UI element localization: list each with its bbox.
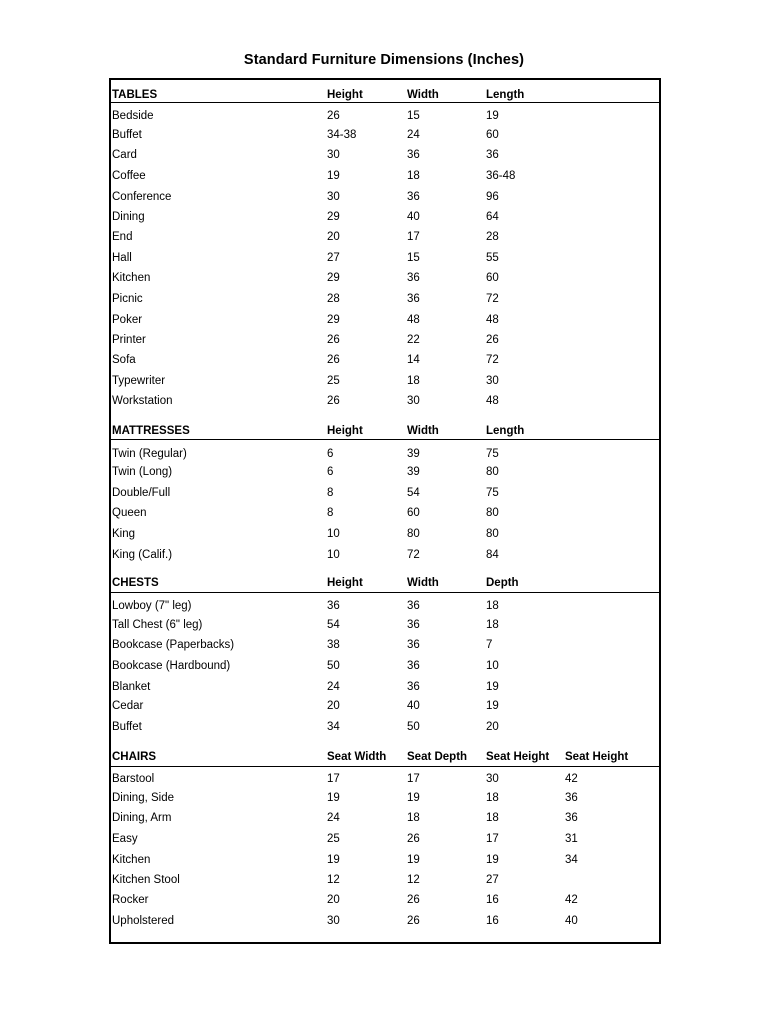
table-row [111, 484, 659, 502]
table-row [111, 188, 659, 206]
dimension-value: 6 [327, 448, 334, 460]
dimension-value: 60 [486, 272, 499, 284]
mattresses-column-header: Width [407, 425, 439, 437]
table-row [111, 372, 659, 390]
table-row [111, 851, 659, 869]
dimension-value: 26 [327, 395, 340, 407]
table-row [111, 146, 659, 164]
item-name: Easy [112, 833, 138, 845]
dimension-value: 36 [407, 619, 420, 631]
dimension-value: 26 [407, 894, 420, 906]
dimension-value: 80 [407, 528, 420, 540]
dimension-value: 26 [407, 833, 420, 845]
item-name: Bookcase (Paperbacks) [112, 639, 235, 651]
item-name: King [112, 528, 136, 540]
item-name: Picnic [112, 293, 143, 305]
dimension-value: 55 [486, 252, 499, 264]
dimension-value: 19 [407, 854, 420, 866]
table-row [111, 167, 659, 185]
dimension-value: 19 [486, 110, 499, 122]
page-title: Standard Furniture Dimensions (Inches) [243, 52, 525, 68]
dimension-value: 36 [407, 293, 420, 305]
dimension-value: 16 [486, 894, 499, 906]
dimension-value: 36-48 [486, 170, 516, 182]
dimension-value: 20 [327, 231, 340, 243]
table-row [111, 445, 659, 463]
dimension-value: 34 [565, 854, 578, 866]
dimension-value: 8 [327, 487, 334, 499]
chests-column-header: Depth [486, 577, 519, 589]
dimension-value: 40 [407, 700, 420, 712]
item-name: Twin (Long) [112, 466, 173, 478]
dimension-value: 10 [486, 660, 499, 672]
table-row [111, 597, 659, 615]
item-name: Bookcase (Hardbound) [112, 660, 231, 672]
dimension-value: 26 [327, 334, 340, 346]
dimension-value: 15 [407, 110, 420, 122]
item-name: Workstation [112, 395, 173, 407]
dimension-value: 36 [407, 660, 420, 672]
dimension-value: 25 [327, 375, 340, 387]
dimension-value: 19 [407, 792, 420, 804]
dimension-value: 30 [486, 375, 499, 387]
dimension-value: 28 [486, 231, 499, 243]
item-name: Kitchen [112, 854, 151, 866]
item-name: Bedside [112, 110, 154, 122]
dimension-value: 84 [486, 549, 499, 561]
dimension-value: 12 [407, 874, 420, 886]
dimension-value: 64 [486, 211, 499, 223]
dimension-value: 18 [407, 812, 420, 824]
dimension-value: 36 [407, 681, 420, 693]
dimension-value: 36 [407, 639, 420, 651]
dimension-value: 39 [407, 448, 420, 460]
tables-column-header: Height [327, 89, 363, 101]
dimension-value: 36 [407, 149, 420, 161]
dimension-value: 17 [407, 773, 420, 785]
table-row [111, 871, 659, 889]
dimension-value: 29 [327, 314, 340, 326]
dimensions-table [109, 78, 661, 944]
chairs-divider [111, 766, 659, 767]
tables-column-header: Width [407, 89, 439, 101]
dimension-value: 10 [327, 528, 340, 540]
dimension-value: 80 [486, 507, 499, 519]
dimension-value: 36 [327, 600, 340, 612]
chairs-column-header: Seat Height [486, 751, 550, 763]
table-row [111, 351, 659, 369]
table-row [111, 912, 659, 930]
chests-header-row [111, 574, 659, 592]
item-name: Dining, Arm [112, 812, 172, 824]
dimension-value: 17 [327, 773, 340, 785]
dimension-value: 7 [486, 639, 493, 651]
dimension-value: 6 [327, 466, 334, 478]
table-row [111, 311, 659, 329]
table-row [111, 290, 659, 308]
item-name: Buffet [112, 129, 142, 141]
dimension-value: 22 [407, 334, 420, 346]
item-name: Kitchen [112, 272, 151, 284]
dimension-value: 19 [327, 792, 340, 804]
table-row [111, 657, 659, 675]
dimension-value: 29 [327, 272, 340, 284]
chests-section-title: CHESTS [112, 577, 159, 589]
dimension-value: 36 [407, 600, 420, 612]
chests-column-header: Height [327, 577, 363, 589]
mattresses-section-title: MATTRESSES [112, 425, 190, 437]
dimension-value: 50 [327, 660, 340, 672]
item-name: Dining, Side [112, 792, 175, 804]
item-name: Hall [112, 252, 132, 264]
chests-column-header: Width [407, 577, 439, 589]
dimension-value: 36 [565, 792, 578, 804]
dimension-value: 17 [486, 833, 499, 845]
chairs-section-title: CHAIRS [112, 751, 157, 763]
dimension-value: 39 [407, 466, 420, 478]
chairs-header-row [111, 748, 659, 766]
table-row [111, 770, 659, 788]
table-row [111, 636, 659, 654]
dimension-value: 29 [327, 211, 340, 223]
tables-section-title: TABLES [112, 89, 158, 101]
dimension-value: 80 [486, 466, 499, 478]
dimension-value: 75 [486, 487, 499, 499]
dimension-value: 27 [486, 874, 499, 886]
dimension-value: 26 [327, 354, 340, 366]
item-name: Upholstered [112, 915, 175, 927]
dimension-value: 60 [407, 507, 420, 519]
item-name: Conference [112, 191, 172, 203]
item-name: Dining [112, 211, 145, 223]
dimension-value: 48 [407, 314, 420, 326]
item-name: Coffee [112, 170, 146, 182]
dimension-value: 19 [486, 700, 499, 712]
dimension-value: 40 [407, 211, 420, 223]
item-name: Twin (Regular) [112, 448, 187, 460]
chairs-column-header: Seat Width [327, 751, 387, 763]
table-row [111, 616, 659, 634]
table-row [111, 504, 659, 522]
table-row [111, 830, 659, 848]
dimension-value: 75 [486, 448, 499, 460]
tables-divider [111, 102, 659, 103]
dimension-value: 30 [407, 395, 420, 407]
table-row [111, 546, 659, 564]
dimension-value: 48 [486, 395, 499, 407]
dimension-value: 30 [486, 773, 499, 785]
table-row [111, 249, 659, 267]
dimension-value: 42 [565, 773, 578, 785]
item-name: Barstool [112, 773, 155, 785]
dimension-value: 8 [327, 507, 334, 519]
dimension-value: 26 [407, 915, 420, 927]
dimension-value: 60 [486, 129, 499, 141]
table-row [111, 392, 659, 410]
dimension-value: 16 [486, 915, 499, 927]
dimension-value: 80 [486, 528, 499, 540]
dimension-value: 20 [327, 700, 340, 712]
table-row [111, 697, 659, 715]
mattresses-header-row [111, 422, 659, 440]
dimension-value: 72 [486, 293, 499, 305]
table-row [111, 269, 659, 287]
dimension-value: 27 [327, 252, 340, 264]
dimension-value: 72 [407, 549, 420, 561]
dimension-value: 24 [327, 812, 340, 824]
dimension-value: 36 [407, 272, 420, 284]
dimension-value: 42 [565, 894, 578, 906]
table-row [111, 525, 659, 543]
dimension-value: 18 [486, 812, 499, 824]
dimension-value: 30 [327, 149, 340, 161]
dimension-value: 19 [486, 854, 499, 866]
table-row [111, 789, 659, 807]
item-name: Double/Full [112, 487, 171, 499]
dimension-value: 24 [327, 681, 340, 693]
item-name: Queen [112, 507, 147, 519]
dimension-value: 36 [486, 149, 499, 161]
item-name: Lowboy (7" leg) [112, 600, 192, 612]
item-name: King (Calif.) [112, 549, 173, 561]
dimension-value: 19 [486, 681, 499, 693]
dimension-value: 24 [407, 129, 420, 141]
dimension-value: 36 [407, 191, 420, 203]
item-name: Typewriter [112, 375, 166, 387]
dimension-value: 12 [327, 874, 340, 886]
dimension-value: 96 [486, 191, 499, 203]
dimension-value: 54 [407, 487, 420, 499]
table-row [111, 809, 659, 827]
chairs-column-header: Seat Height [565, 751, 629, 763]
item-name: End [112, 231, 133, 243]
mattresses-column-header: Height [327, 425, 363, 437]
dimension-value: 18 [486, 792, 499, 804]
table-row [111, 228, 659, 246]
item-name: Kitchen Stool [112, 874, 180, 886]
dimension-value: 30 [327, 915, 340, 927]
mattresses-divider [111, 439, 659, 440]
table-row [111, 107, 659, 125]
dimension-value: 18 [486, 619, 499, 631]
dimension-value: 14 [407, 354, 420, 366]
item-name: Blanket [112, 681, 151, 693]
item-name: Buffet [112, 721, 142, 733]
mattresses-column-header: Length [486, 425, 525, 437]
dimension-value: 50 [407, 721, 420, 733]
dimension-value: 10 [327, 549, 340, 561]
dimension-value: 25 [327, 833, 340, 845]
dimension-value: 20 [486, 721, 499, 733]
item-name: Printer [112, 334, 146, 346]
dimension-value: 26 [486, 334, 499, 346]
table-row [111, 463, 659, 481]
dimension-value: 18 [407, 375, 420, 387]
dimension-value: 36 [565, 812, 578, 824]
dimension-value: 72 [486, 354, 499, 366]
dimension-value: 19 [327, 170, 340, 182]
dimension-value: 54 [327, 619, 340, 631]
item-name: Tall Chest (6" leg) [112, 619, 203, 631]
dimension-value: 30 [327, 191, 340, 203]
dimension-value: 17 [407, 231, 420, 243]
dimension-value: 15 [407, 252, 420, 264]
dimension-value: 18 [407, 170, 420, 182]
dimension-value: 26 [327, 110, 340, 122]
table-row [111, 891, 659, 909]
table-row [111, 718, 659, 736]
chairs-column-header: Seat Depth [407, 751, 468, 763]
item-name: Cedar [112, 700, 144, 712]
dimension-value: 38 [327, 639, 340, 651]
item-name: Rocker [112, 894, 149, 906]
dimension-value: 20 [327, 894, 340, 906]
table-row [111, 126, 659, 144]
dimension-value: 28 [327, 293, 340, 305]
dimension-value: 18 [486, 600, 499, 612]
item-name: Card [112, 149, 137, 161]
table-row [111, 331, 659, 349]
table-row [111, 208, 659, 226]
dimension-value: 19 [327, 854, 340, 866]
item-name: Poker [112, 314, 143, 326]
dimension-value: 31 [565, 833, 578, 845]
tables-column-header: Length [486, 89, 525, 101]
chests-divider [111, 592, 659, 593]
dimension-value: 48 [486, 314, 499, 326]
item-name: Sofa [112, 354, 136, 366]
dimension-value: 34 [327, 721, 340, 733]
dimension-value: 40 [565, 915, 578, 927]
dimension-value: 34-38 [327, 129, 357, 141]
table-row [111, 678, 659, 696]
